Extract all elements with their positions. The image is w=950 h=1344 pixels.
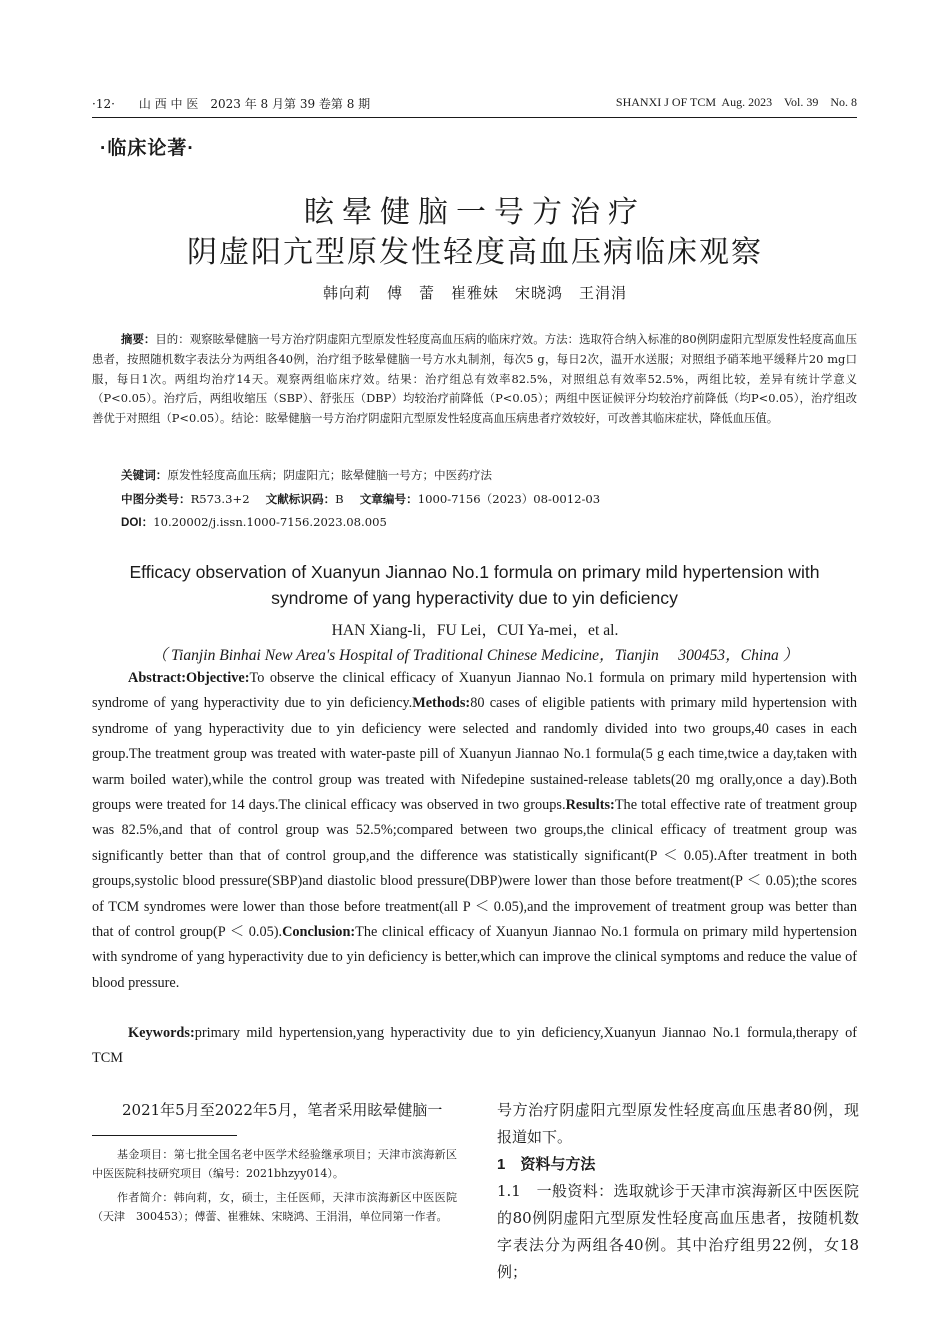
issue-en: Aug. 2023	[721, 95, 773, 109]
running-head-left	[92, 95, 370, 112]
objective-label-cn: 目的：	[155, 332, 190, 346]
abstract-en	[92, 666, 857, 996]
conclusion-en: The clinical efficacy of Xuanyun Jiannao No.1 formula on primary mild hypertension with syndrome of yang hyperactivity due to yin deficiency is better,which can improve the clinical symptoms and reduce the value of blood pressure.	[92, 924, 857, 991]
title-cn-line1: 眩晕健脑一号方治疗	[304, 195, 646, 230]
number: No. 8	[830, 95, 857, 109]
keywords-en-text: primary mild hypertension,yang hyperactivity due to yin deficiency,Xuanyun Jiannao No.1 formula,therapy of TCM	[92, 1025, 857, 1067]
conclusion-cn: 眩晕健脑一号方治疗阴虚阳亢型原发性轻度高血压病患者疗效较好，可改善其临床症状，降低血压值。	[265, 410, 779, 425]
keywords-cn-text: 原发性轻度高血压病；阴虚阳亢；眩晕健脑一号方；中医药疗法	[167, 468, 493, 482]
header-rule	[92, 117, 857, 118]
methods-label-cn: 方法：	[544, 332, 580, 346]
conclusion-label-en: Conclusion:	[282, 924, 356, 941]
keywords-en-label: Keywords:	[128, 1025, 195, 1041]
keywords-en	[92, 1021, 857, 1072]
abstract-cn-label: 摘要：	[121, 334, 156, 346]
results-label-cn: 结果：	[387, 371, 425, 386]
subsection-1-1-number: 1.1	[497, 1182, 521, 1200]
objective-label-en: Objective:	[185, 670, 250, 686]
authors-en: HAN Xiang-li，FU Lei，CUI Ya-mei，et al.	[331, 622, 619, 639]
results-cn: 治疗组总有效率82.5%，对照组总有效率52.5%，两组比较，差异有统计学意义（P<0.05）。治疗后，两组收缩压（SBP）、舒张压（DBP）均较治疗前降低（P<0.05）；两组中医证候评分均较治疗前降低（均P<0.05），治疗组改善优于对照组（P<0.05）。	[92, 371, 857, 425]
title-cn-line2: 阴虚阳亢型原发性轻度高血压病临床观察	[187, 235, 763, 270]
section-label: ·临床论著·	[100, 138, 195, 159]
affiliation-en: （ Tianjin Binhai New Area's Hospital of Traditional Chinese Medicine，Tianjin 300453，China ）	[151, 647, 799, 664]
intro-text-left: 2021年5月至2022年5月，笔者采用眩晕健脑一	[122, 1101, 443, 1119]
methods-cn: 选取符合纳入标准的80例阴虚阳亢型原发性轻度高血压患者，按照随机数字表法分为两组各40例，治疗组予眩晕健脑一号方水丸制剂，每次5 g，每日2次，温开水送服；对照组予硝苯地平缓释片20 mg口服，每日1次。两组均治疗14天。观察两组临床疗效。	[92, 332, 857, 386]
conclusion-label-cn: 结论：	[231, 410, 266, 425]
doi-label: DOI：	[121, 516, 154, 529]
clc-label: 中图分类号：	[121, 493, 191, 506]
title-en-line1: Efficacy observation of Xuanyun Jiannao No.1 formula on primary mild hypertension with	[129, 562, 820, 582]
keywords-cn	[121, 467, 492, 483]
subsection-1-1-text: 一般资料：选取就诊于天津市滨海新区中医医院的80例阴虚阳亢型原发性轻度高血压患者，按随机数字表法分为两组各40例。其中治疗组男22例，女18例；	[497, 1182, 859, 1281]
journal-name-cn: 山 西 中 医	[138, 97, 199, 111]
running-head-right	[616, 95, 857, 110]
title-en-line2: syndrome of yang hyperactivity due to yin deficiency	[271, 588, 678, 608]
issue-cn: 2023 年 8 月第 39 卷第 8 期	[210, 97, 371, 111]
authors-cn: 韩向莉 傅 蕾 崔雅妹 宋晓鸿 王涓涓	[322, 284, 627, 302]
methods-label-en: Methods:	[412, 695, 471, 712]
running-head	[92, 95, 857, 117]
doi-value: 10.20002/j.issn.1000-7156.2023.08.005	[153, 515, 387, 529]
objective-en: To observe the clinical efficacy of Xuanyun Jiannao No.1 formula on primary mild hypertension with syndrome of yang hyperactivity due to yin deficiency.	[92, 670, 857, 712]
results-label-en: Results:	[565, 797, 615, 814]
footnote-fund: 基金项目：第七批全国名老中医学术经验继承项目；天津市滨海新区中医医院科技研究项目（编号：2021bhzyy014）。	[92, 1148, 457, 1180]
body-left-column	[92, 1097, 457, 1124]
section-heading-1: 1 资料与方法	[497, 1156, 596, 1173]
volume: Vol. 39	[783, 95, 819, 109]
journal-name-en: SHANXI J OF TCM	[615, 95, 717, 109]
classification-line	[121, 491, 600, 507]
page-number: ·12·	[92, 97, 115, 111]
article-number-label: 文章编号：	[359, 493, 418, 506]
footnotes	[92, 1145, 457, 1231]
subsection-1-1	[497, 1178, 859, 1286]
footnote-rule	[92, 1135, 237, 1136]
abstract-cn	[92, 330, 857, 428]
results-en: The total effective rate of treatment group was 82.5%,and that of control group was 52.5%;compared between two groups,the clinical efficacy of treatment group was significantly better than that of control group,and the difference was statistically significant(P ＜ 0.05).After treatment in both groups,systolic blood pressure(SBP)and diastolic blood pressure(DBP)were lower than those before treatment(P ＜ 0.05);the scores of TCM syndromes were lower than those before treatment(all P ＜ 0.05),and the improvement of treatment group was better than that of control group(P ＜ 0.05).	[92, 797, 857, 941]
abstract-en-label: Abstract:	[128, 670, 186, 686]
doc-code-label: 文献标识码：	[265, 493, 336, 506]
article-number-value: 1000-7156（2023）08-0012-03	[417, 492, 601, 506]
body-right-column	[497, 1097, 859, 1286]
intro-text-right: 号方治疗阴虚阳亢型原发性轻度高血压患者80例，现报道如下。	[497, 1101, 859, 1146]
doi-line	[121, 514, 387, 530]
keywords-cn-label: 关键词：	[121, 469, 168, 482]
methods-en: 80 cases of eligible patients with primary mild hypertension with syndrome of yang hyperactivity due to yin deficiency were selected and randomly divided into two groups,40 cases in each group.The treatment group was treated with water-paste pill of Xuanyun Jiannao No.1 formula(5 g each time,twice a day,taken with warm boiled water),while the control group was treated with Nifedepine sustained-release tablets(20 mg orally,once a day).Both groups were treated for 14 days.The clinical efficacy was observed in two groups.	[92, 695, 857, 814]
clc-value: R573.3+2	[190, 492, 250, 506]
doc-code-value: B	[335, 492, 344, 506]
objective-cn: 观察眩晕健脑一号方治疗阴虚阳亢型原发性轻度高血压病的临床疗效。	[189, 332, 545, 346]
footnote-author: 作者简介：韩向莉，女，硕士，主任医师，天津市滨海新区中医医院（天津 300453）；傅蕾、崔雅妹、宋晓鸿、王涓涓，单位同第一作者。	[92, 1191, 457, 1223]
